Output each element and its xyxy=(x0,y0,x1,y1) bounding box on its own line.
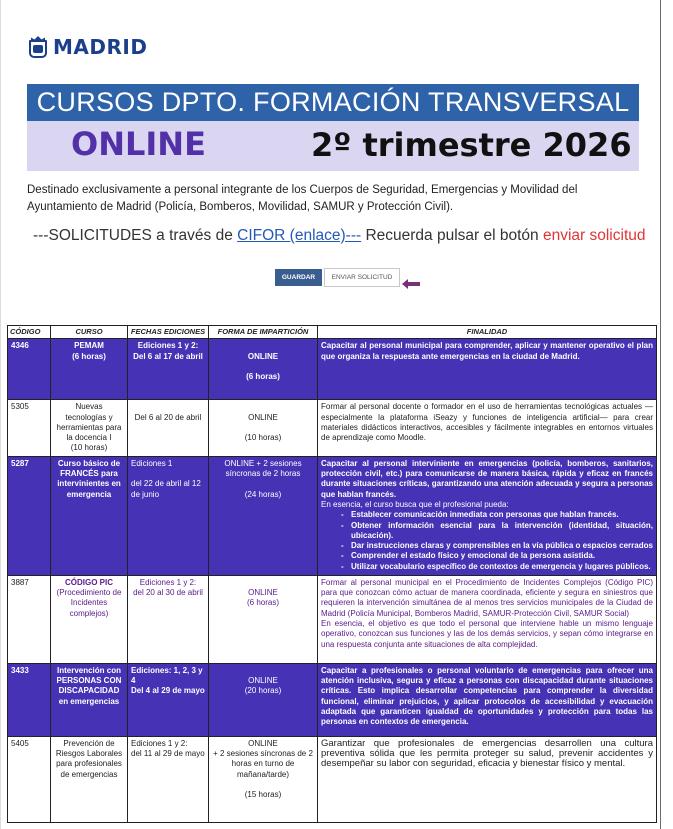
cell-fechas: Ediciones 1 y 2: Del 6 al 17 de abril xyxy=(128,339,209,400)
cell-code: 5305 xyxy=(8,400,51,456)
cell-code: 3887 xyxy=(8,575,51,663)
cell-finalidad: Formar al personal municipal en el Procedimiento de Incidentes Complejos (Código PIC) para que conozcan cómo actuar de manera coordinada, eficiente y segura en siniestros que requieren la intervención simultánea de al menos tres servicios municipales de la Ciudad de Madrid (Policía Municipal, Bomberos Madrid, SAMUR-Protección Civil, SAMUR Social) En esencia, el objetivo es que todo el personal que interviene hable un mismo lenguaje operativo, conozcan sus funciones y las de los demás servicios, y sepan cómo integrarse en una respuesta conjunta ante situaciones de alta complejidad. xyxy=(318,575,657,663)
madrid-crest-icon xyxy=(29,36,47,58)
banner-period: 2º trimestre 2026 xyxy=(311,126,632,164)
cell-forma: ONLINE (6 horas) xyxy=(209,575,318,663)
finalidad-intro: Capacitar al personal interviniente en emergencias (policía, bomberos, sanitarios, protección civil, etc.) para comunicarse de manera básica, rápida y eficaz en francés durante situaciones críticas, garantizando una atención adecuada y segura a personas que hablan francés. xyxy=(321,458,653,499)
cell-curso: Curso básico de FRANCÉS para intervinientes en emergencia xyxy=(51,456,128,575)
cell-code: 3433 xyxy=(8,663,51,736)
cell-forma: ONLINE (20 horas) xyxy=(209,663,318,736)
list-item: - Comprender el estado físico y emocional de la persona asistida. xyxy=(341,551,653,561)
cell-curso xyxy=(51,575,128,663)
cell-finalidad: Formar al personal docente o formador en el uso de herramientas tecnológicas actuales — especialmente la plataforma iSeazy y funciones de inteligencia artificial— para crear materiales didácticos interactivos, accesibles y fácilmente integrables en entornos virtuales de aprendizaje como Moodle. xyxy=(318,400,657,456)
table-row xyxy=(8,456,657,575)
cell-fechas: Ediciones 1 del 22 de abril al 12 de junio xyxy=(128,456,209,575)
cell-code: 4346 xyxy=(8,339,51,400)
cell-fechas: Ediciones: 1, 2, 3 y 4 Del 4 al 29 de mayo xyxy=(128,663,209,736)
cell-curso: Intervención con PERSONAS CON DISCAPACIDAD en emergencias xyxy=(51,663,128,736)
cell-forma: ONLINE (6 horas) xyxy=(209,339,318,400)
cifor-link[interactable]: CIFOR (enlace)--- xyxy=(237,227,362,244)
banner-mode: ONLINE xyxy=(71,125,206,163)
solicitudes-prefix: ---SOLICITUDES a través de xyxy=(33,227,238,244)
objectives-list xyxy=(341,510,653,572)
list-item: - Dar instrucciones claras y comprensibles en la vía pública o espacios cerrados xyxy=(341,541,653,551)
logo-text: MADRID xyxy=(53,35,148,59)
form-buttons xyxy=(275,268,400,287)
header-codigo: CÓDIGO xyxy=(8,326,51,339)
cell-code: 5287 xyxy=(8,456,51,575)
cell-fechas: Ediciones 1 y 2: del 20 al 30 de abril xyxy=(128,575,209,663)
table-row xyxy=(8,575,657,663)
cell-forma: ONLINE + 2 sesiones síncronas de 2 horas (24 horas) xyxy=(209,456,318,575)
list-item: - Obtener información esencial para la intervención (identidad, situación, ubicación). xyxy=(341,521,653,542)
cell-finalidad xyxy=(318,456,657,575)
list-item: - Establecer comunicación inmediata con personas que hablan francés. xyxy=(341,510,653,520)
cell-code: 5405 xyxy=(8,736,51,822)
cell-curso: PEMAM (6 horas) xyxy=(51,339,128,400)
page-edge-left xyxy=(0,0,1,829)
enviar-solicitud-text: enviar solicitud xyxy=(542,227,646,244)
cell-fechas: Del 6 al 20 de abril xyxy=(128,400,209,456)
table-row xyxy=(8,736,657,822)
page-edge-right xyxy=(660,0,661,829)
cell-forma: ONLINE (10 horas) xyxy=(209,400,318,456)
table-row xyxy=(8,339,657,400)
courses-table xyxy=(7,325,657,823)
cell-finalidad: Garantizar que profesionales de emergencias desarrollen una cultura preventiva sólida que les permita proteger su salud, prevenir accidentes y desempeñar su labor con seguridad, eficacia y bienestar físico y mental. xyxy=(318,736,657,822)
header-finalidad: FINALIDAD xyxy=(318,326,657,339)
table-row xyxy=(8,400,657,456)
cell-finalidad: Capacitar al personal municipal para comprender, aplicar y mantener operativo el plan que organiza la respuesta ante emergencias en la ciudad de Madrid. xyxy=(318,339,657,400)
table-row xyxy=(8,663,657,736)
intro-text: Destinado exclusivamente a personal integrante de los Cuerpos de Seguridad, Emergencias y Movilidad del Ayuntamiento de Madrid (Policía, Bomberos, Movilidad, SAMUR y Protección Civil). xyxy=(27,184,578,213)
madrid-logo xyxy=(29,35,147,59)
list-item: - Utilizar vocabulario específico de contextos de emergencia y lugares públicos. xyxy=(341,562,653,572)
cell-curso: Nuevas tecnologías y herramientas para la docencia I (10 horas) xyxy=(51,400,128,456)
banner-subtitle xyxy=(27,121,639,171)
cell-curso: Prevención de Riesgos Laborales para profesionales de emergencias xyxy=(51,736,128,822)
curso-subtitle: (Procedimiento de Incidentes complejos) xyxy=(56,588,122,618)
cell-fechas: Ediciones 1 y 2: del 11 al 29 de mayo xyxy=(128,736,209,822)
solicitudes-middle: Recuerda pulsar el botón xyxy=(361,227,543,244)
finalidad-lead: En esencia, el curso busca que el profesional pueda: xyxy=(321,499,509,509)
header-forma: FORMA DE IMPARTICIÓN xyxy=(209,326,318,339)
enviar-solicitud-button[interactable]: ENVIAR SOLICITUD xyxy=(324,268,400,287)
table-header-row xyxy=(8,326,657,339)
cell-finalidad: Capacitar a profesionales o personal voluntario de emergencias para ofrecer una atención inclusiva, segura y eficaz a personas con discapacidad durante situaciones críticas. Esto implica desarrollar competencias para comprender la diversidad funcional, eliminar prejuicios, y aplicar protocolos de accesibilidad y evacuación adaptada que garanticen igualdad de oportunidades y protección para todas las personas en contextos de emergencia. xyxy=(318,663,657,736)
pointer-arrow-icon xyxy=(402,279,420,289)
header-curso: CURSO xyxy=(51,326,128,339)
guardar-button[interactable]: GUARDAR xyxy=(275,269,322,286)
cell-forma: ONLINE + 2 sesiones síncronas de 2 horas en turno de mañana/tarde) (15 horas) xyxy=(209,736,318,822)
solicitudes-line xyxy=(33,227,646,245)
banner-title: CURSOS DPTO. FORMACIÓN TRANSVERSAL xyxy=(27,84,639,121)
header-fechas: FECHAS EDICIONES xyxy=(128,326,209,339)
curso-title: CÓDIGO PIC xyxy=(64,577,113,587)
